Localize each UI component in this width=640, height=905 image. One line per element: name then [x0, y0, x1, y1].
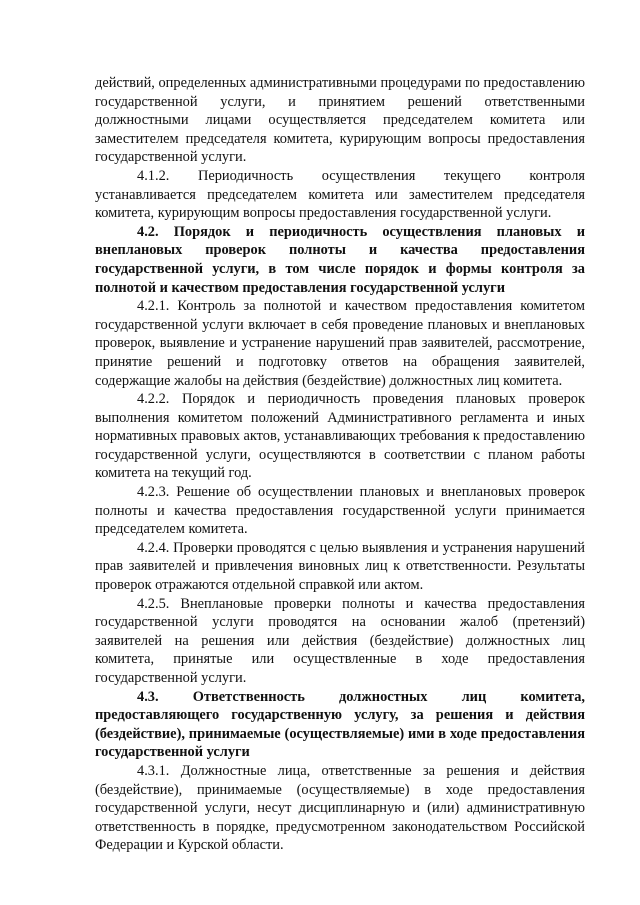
section-heading-4-3: 4.3. Ответственность должностных лиц комитета, предоставляющего государственную услугу, за решения и действия (бездействие), принимаемые (осуществляемые) ими в ходе предоставления государственной услуги	[95, 688, 585, 761]
paragraph-4-2-2: 4.2.2. Порядок и периодичность проведения плановых проверок выполнения комитетом положений Административного регламента и иных нормативных правовых актов, устанавливающих требования к предоставлению государственной услуги, осуществляются в соответствии с планом работы комитета на текущий год.	[95, 391, 585, 482]
paragraph-4-2-1: 4.2.1. Контроль за полнотой и качеством предоставления комитетом государственной услуги включает в себя проведение плановых и внеплановых проверок, выявление и устранение нарушений прав заявителей, рассмотрение, принятие решений и подготовку ответов на обращения заявителей, содержащие жалобы на действия (бездействие) должностных лиц комитета.	[95, 298, 585, 389]
paragraph-4-1-2: 4.1.2. Периодичность осуществления текущего контроля устанавливается председателем комитета или заместителем председателя комитета, курирующим вопросы предоставления государственной услуги.	[95, 167, 585, 222]
paragraph-4-2-3: 4.2.3. Решение об осуществлении плановых и внеплановых проверок полноты и качества предоставления государственной услуги принимается председателем комитета.	[95, 484, 585, 538]
paragraph-4-2-5: 4.2.5. Внеплановые проверки полноты и качества предоставления государственной услуги проводятся на основании жалоб (претензий) заявителей на решения или действия (бездействие) должностных лиц комитета, принятые или осуществленные в ходе предоставления государственной услуги.	[95, 595, 585, 686]
document-page	[95, 74, 585, 855]
paragraph-continuation: действий, определенных административными процедурами по предоставлению государственной услуги, и принятием решений ответственными должностными лицами осуществляется председателем комитета или заместителем председателя комитета, курирующим вопросы предоставления государственной услуги.	[95, 75, 585, 166]
section-heading-4-2: 4.2. Порядок и периодичность осуществления плановых и внеплановых проверок полноты и качества предоставления государственной услуги, в том числе порядок и формы контроля за полнотой и качеством предоставления государственной услуги	[95, 223, 585, 296]
paragraph-4-2-4: 4.2.4. Проверки проводятся с целью выявления и устранения нарушений прав заявителей и привлечения виновных лиц к ответственности. Результаты проверок отражаются отдельной справкой или актом.	[95, 539, 585, 594]
paragraph-4-3-1: 4.3.1. Должностные лица, ответственные за решения и действия (бездействие), принимаемые (осуществляемые) в ходе предоставления государственной услуги, несут дисциплинарную и (или) административную ответственность в порядке, предусмотренном законодательством Российской Федерации и Курской области.	[95, 762, 585, 854]
